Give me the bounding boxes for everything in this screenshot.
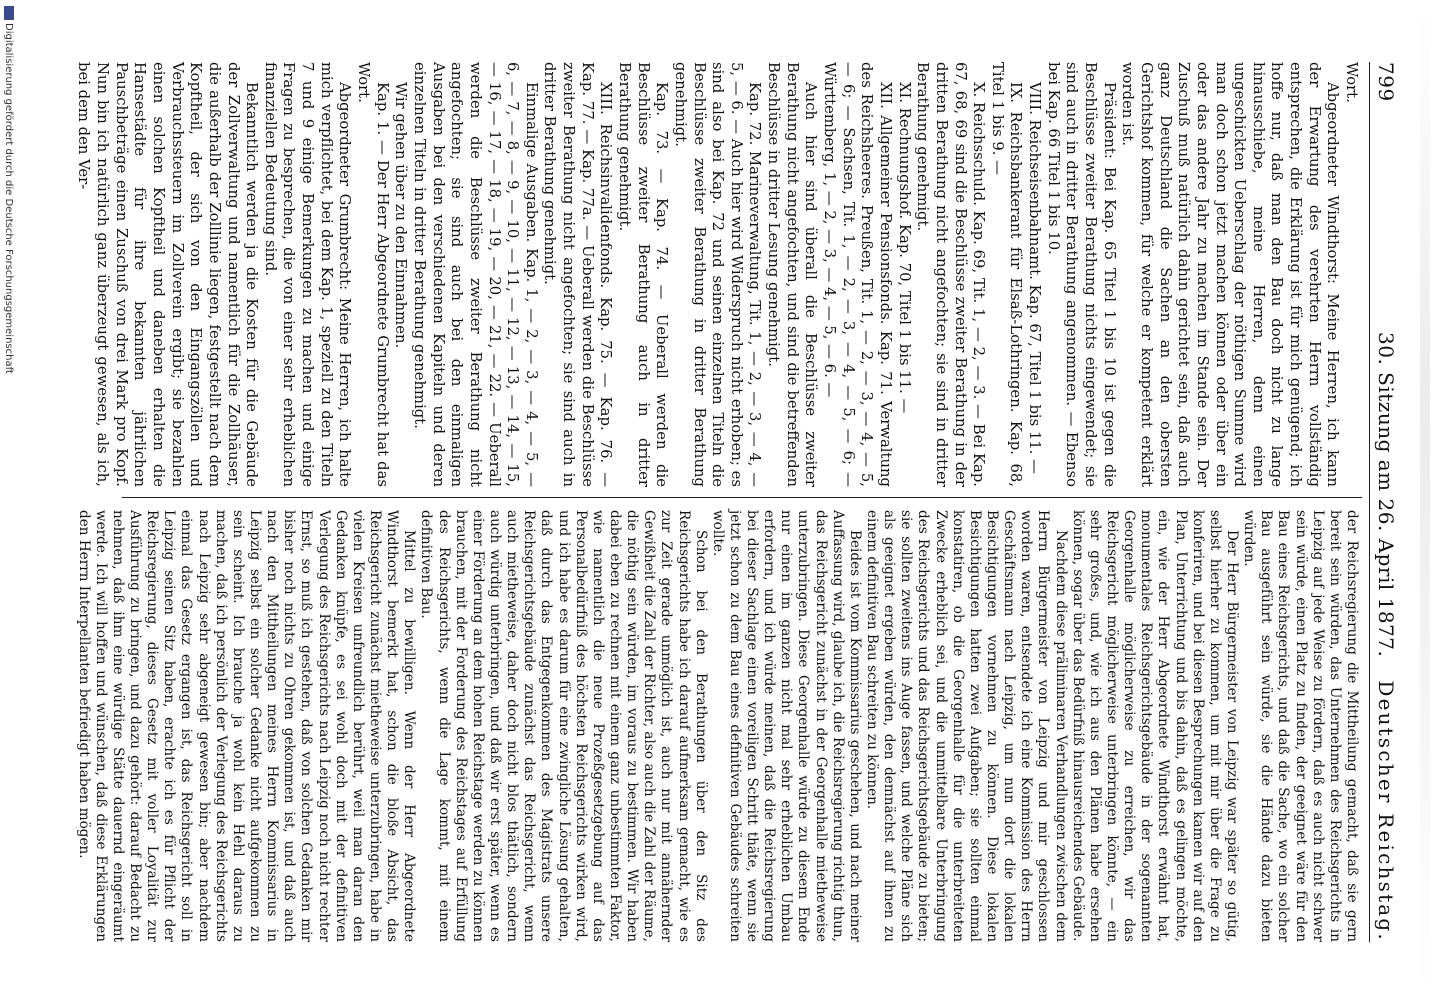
paragraph: Wir gehen über zu den Einnahmen. bbox=[392, 82, 410, 349]
paragraph: Präsident: Bei Kap. 65 Titel 1 bis 10 ist gegen die Beschlüsse zweiter Berathung nichts eingewendet; sie sind auch in dritter Berathung angenommen. — Ebenso bei Kap. 66 Titel 1 bis 10. bbox=[1044, 62, 1118, 487]
paragraph: Mittel zu bewilligen. Wenn der Herr Abgeordnete Windthorst bemerkt hat, schon die bloße Absicht, das Reichsgericht zunächst mietheweise unterzubringen, habe in vielen Kreisen unfreundlich berührt, weil man daran den Gedanken knüpfe, es sei wohl doch mit der definitiven Verlegung des Reichsgerichts nach Leipzig noch nicht rechter Ernst, so muß ich gestehen, daß von solchen Gedanken mir bisher noch nichts zu Ohren gekommen ist, und daß auch nach den Mittheilungen meines Herrn Kommissarius in Leipzig selbst ein solcher Gedanke nicht aufgekommen zu sein scheint. Ich brauche ja wohl kein Hehl daraus zu machen, daß ich persönlich der Verlegung des Reichsgerichts nach Leipzig sehr abgeneigt gewesen bin; aber nachdem einmal das Gesetz ergangen ist, das Reichsgericht soll in Leipzig seinen Sitz haben, erachte ich es für Pflicht der Reichsregierung, dieses Gesetz mit voller Loyalität zur Ausführung zu bringen, und dazu gehört: darauf Bedacht zu nehmen, daß ihm eine würdige Stätte dauernd eingeräumt werde. Ich will hoffen und wünschen, daß diese Erklärungen den Herrn Interpellanten befriedigt haben mögen. bbox=[75, 510, 418, 942]
paragraph: Abgeordneter Grumbrecht: Meine Herren, ich halte mich verpflichtet, bei dem Kap. 1, speziell zu den Titeln 7 und 9 einige Bemerkungen zu machen und einige Fragen zu besprechen, die von einer sehr erheblichen finanziellen Bedeutung sind. bbox=[261, 62, 354, 487]
paragraph: der Reichsregierung die Mittheilung gemacht, daß sie gern bereit sein würden, das Unternehmen des Reichsgerichts in Leipzig auf jede Weise zu fördern, daß es auch nicht schwer sein würde, einen Platz zu finden, der geeignet wäre für den Bau eines Reichsgerichts, und daß die Sache, wo ein solcher Bau ausgeführt sein würde, sie die Hände dazu bieten würden. bbox=[1241, 510, 1360, 942]
paragraph: IX. Reichsbankerant für Elsaß-Lothringen. Kap. 68, Titel 1 bis 9. — bbox=[988, 62, 1025, 487]
paragraph: Kap. 72. Marineverwaltung, Tit. 1, — 2, — 3, — 4, — 5, — 6. — Auch hier wird Widerspruch nicht erhoben; es sind also bei Kap. 72 und seinen einzelnen Titeln die Beschlüsse zweiter Berathung in dritter Berathung genehmigt. bbox=[671, 62, 764, 487]
session-title: 30. Sitzung am 26. April 1877. bbox=[1374, 332, 1398, 658]
paragraph: XIII. Reichsinvalidenfonds. Kap. 75. — Kap. 76. — Kap. 77. — Kap. 77a. — Ueberall werden die Beschlüsse zweiter Berathung nicht angefochten; sie sind auch in dritter Berathung genehmigt. bbox=[541, 62, 615, 487]
right-column bbox=[74, 510, 1360, 942]
scan-edge-shadow bbox=[1420, 10, 1430, 990]
publication-title: Deutscher Reichstag. bbox=[1374, 680, 1398, 942]
footer-text: Digitalisierung gefördert durch die Deutsche Forschungsgemeinschaft bbox=[3, 23, 14, 374]
paragraph: Wort. bbox=[1343, 62, 1360, 103]
dfg-logo-icon bbox=[4, 6, 14, 20]
paragraph: Auch hier sind überall die Beschlüsse zweiter Berathung nicht angefochten, und sind die betreffenden Beschlüsse in dritter Lesung genehmigt. bbox=[765, 62, 820, 487]
left-column bbox=[74, 62, 1360, 487]
paragraph: Kap. 1. — Der Herr Abgeordnete Grumbrecht hat das Wort. bbox=[355, 62, 391, 487]
paragraph: Bekanntlich werden ja die Kosten für die Gebäude der Zollverwaltung und namentlich für die Zollhäuser, die außerhalb der Zolllinie liegen, festgestellt nach dem Kopftheil, der sich von den Eingangszöllen und Verbrauchssteuern im Zollverein ergibt; sie bezahlen einen solchen Kopftheil und daneben erhalten die Hansestädte für ihre bekannten jährlichen Pauschbeträge einen Zuschuß von drei Mark pro Kopf. Nun bin ich natürlich ganz überzeugt gewesen, als ich, bei dem den Ver- bbox=[75, 62, 261, 487]
paragraph: XI. Rechnungshof. Kap. 70, Titel 1 bis 11. — bbox=[895, 82, 913, 414]
paragraph: Schon bei den Berathungen über den Sitz des Reichsgerichts habe ich darauf aufmerksam gemacht, wie es zur Zeit gerade unmöglich ist, auch nur mit annähernder Gewißheit die Zahl der Richter, also auch die Zahl der Räume, die nöthig sein würden, im voraus zu bestimmen. Wir haben dabei eben zu rechnen mit einem ganz unbestimmten Faktor, wie namentlich die neue Prozeßgesetzgebung auf das Personalbedürfniß des höchsten Reichsgerichts wirken wird, und ich habe es darum für eine zwingliche Lösung gehalten, daß durch das Entgegenkommen des Magistrats unsere Reichsgerichtsgebäude zunächst das Reichsgericht, wenn auch mietheweise, daher doch nicht blos thätlich, sondern auch würdig unterbringen, und daß wir erst später, wenn es einer Förderung an dem hohen Reichstage werden zu können brauchen, mit der Forderung des Reichstages auf Erfüllung des Reichsgerichts, wenn die Lage kommt, mit einem definitiven Bau. bbox=[418, 510, 709, 942]
footer-credit bbox=[3, 6, 14, 374]
paragraph: Beides ist vom Kommissarius geschehen, und nach meiner Auffassung wird, glaube ich, die Reichsregierung richtig thun, das Reichsgericht zunächst in der Georgenhalle mietheweise unterzubringen. Diese Georgenhalle würde zu diesem Ende nur einen im ganzen nicht mal sehr erheblichen Umbau erfordern, und ich würde meinen, daß die Reichsregierung bei dieser Sachlage einen voreiligen Schritt thäte, wenn sie jetzt schon zu dem Bau eines definitiven Gebäudes schreiten wollte. bbox=[709, 510, 863, 942]
paragraph: XII. Allgemeiner Pensionsfonds. Kap. 71. Verwaltung des Reichsheeres. Preußen, Tit. 1, — 2, — 3, — 4, — 5, — 6; — Sachsen, Tit. 1, — 2, — 3, — 4, — 5, — 6; — Württemberg, 1, — 2, — 3, — 4, — 5, — 6. — bbox=[821, 62, 894, 487]
paragraph: Einmalige Ausgaben. Kap. 1, — 2, — 3, — 4, — 5, — 6, — 7, — 8, — 9, — 10, — 11, — 12, — 13, — 14, — 15, — 16, — 17, — 18, — 19, — 20, — 21, — 22. — Ueberall werden die Beschlüsse zweiter Berathung nicht angefochten; sie sind auch bei den einmaligen Ausgaben bei den verschiedenen Kapiteln und deren einzelnen Titeln in dritter Berathung genehmigt. bbox=[410, 62, 540, 487]
column-divider bbox=[122, 497, 1362, 498]
page-header bbox=[1368, 62, 1408, 942]
header-rule bbox=[1369, 62, 1370, 942]
paragraph: Abgeordneter Windthorst: Meine Herren, ich kann der Erwartung des verehrten Herrn vollständig entsprechen, die Erklärung ist für mich genügend; ich hoffe nur, daß man den Bau doch nicht zu lange hinausschiebe, meine Herren, denn einen ungeschickten Ueberschlag der nöthigen Summe wird man doch schon jetzt machen können oder über ein oder das andere Jahr zu machen im Stande sein. Der Zuschuß muß natürlich dahin gerichtet sein, daß auch ganz Deutschland die Sachen an den obersten Gerichtshof kommen, für welche er kompetent erklärt worden ist. bbox=[1119, 62, 1342, 487]
paragraph: Nachdem diese präliminaren Verhandlungen zwischen dem Herrn Bürgermeister von Leipzig und mir geschlossen worden waren, entsendete ich eine Kommission des Herrn Geschäftsmann nach Leipzig, um nun dort die lokalen Besichtigungen vornehmen zu können. Diese lokalen Besichtigungen hatten zwei Aufgaben; sie sollten einmal konstatiren, ob die Georgenhalle für die unterbreiteten Zwecke erheblich sei, und die unmittelbare Unterbringung des Reichsgerichts und das Reichsgerichtsgebäude zu bieten; sie sollten zweitens ins Auge fassen, und welche Pläne sich als geeignet ergeben würden, den demnächst auf ihnen zu einem definitiven Bau schreiten zu können. bbox=[864, 510, 1069, 942]
paragraph: Kap. 73. — Kap. 74. — Ueberall werden die Beschlüsse zweiter Berathung auch in dritter Berathung genehmigt. bbox=[616, 62, 671, 487]
paragraph: X. Reichsschuld. Kap. 69, Tit. 1, — 2, — 3. — Bei Kap. 67, 68, 69 sind die Beschlüsse zweiter Berathung in der dritten Berathung nicht angefochten; sie sind in dritter Berathung genehmigt. bbox=[914, 62, 988, 487]
paragraph: Der Herr Bürgermeister von Leipzig war später so gütig, selbst hierher zu kommen, um mit mir über die Frage zu konferiren, und bei diesen Besprechungen kamen wir auf den Plan, Unterrichtung und bis dahin, daß es gelingen möchte, ein, wie der Herr Abgeordnete Windthorst erwähnt hat, monumentales Reichsgerichtsgebäude in der sogenannten Georgenhalle möglicherweise zu erreichen, wir das Reichsgericht möglicherweise unterbringen könnte, — ein sehr großes, und, wie ich aus den Plänen habe ersehen können, sogar über das Bedürfniß hinausreichendes Gebäude. bbox=[1069, 510, 1241, 942]
paragraph: VIII. Reichseisenbahnamt. Kap. 67, Titel 1 bis 11. — bbox=[1026, 82, 1044, 474]
page-number: 799 bbox=[1374, 62, 1398, 102]
